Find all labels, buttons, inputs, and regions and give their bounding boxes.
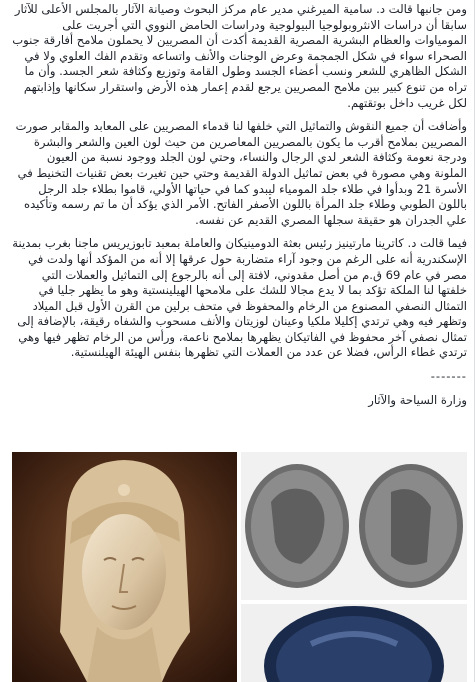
post-paragraph-3: فيما قالت د. كاترينا مارتينيز رئيس بعثة الدومينيكان والعاملة بمعبد تابوزيريس ماجنا بغرب بمدينة الإسكندرية أنه على الرغم من وجود آراء متضاربة حول عرقها إلا أنه من المؤكد أنها ولدت في مصر في عام 69 ق.م من أصل مقدوني، لافتة إلى أنه بالرجوع إلى التماثيل والعملات التي خلفتها لنا الملكة تؤكد بما لا يدع مجالا للشك على ملامحها الهيلينستية وهو ما يظهر جليا في التمثال النصفي المصنوع من الرخام والمحفوظ في متحف برلين من القرن الأول قبل الميلاد وتظهر فيه وهي ترتدي إكليلا ملكيا وعينان لوزيتان والأنف مسحوب والشفاه رقيقة، بالإضافة إلى تمثال نصفي آخر محفوظ في الفاتيكان يظهرها بملامح ناعمة، ورأس من الرخام تظهر فيها وهي ترتدي غطاء الرأس، فضلا عن عدد من العملات التي تظهرها بنفس الهيئة الهيلنستية.	[12, 236, 467, 360]
post-paragraph-2: وأضافت أن جميع النقوش والتماثيل التي خلفها لنا قدماء المصريين على المعابد والمقابر صورت المصريين بملامح أقرب ما يكون بالمصريين المعاصرين من حيث لون العين والشعر والبشرة ودرجة نعومة وكثافة الشعر لدي الرجال والنساء، وحتي لون الجلد ووجود نسبة من العيون الملونة وهي مصورة في بعض تماثيل الدولة القديمة وحتي حين تغيرت بعض تقنيات التخنيط في الأسرة 21 وبدأوا في طلاء جلد المومياء ليبدو كما في حياتها الأولي، قاموا بطلاء جلد الرجل باللون الطوبي وطلاء جلد المرأة باللون الأصفر الفاتح. الأمر الذي يؤكد أن ما تم رسمه وتأكيده علي الجدران هو حقيقة سجلها المصري القديم عن نفسه.	[15, 119, 467, 227]
separator: -------	[430, 369, 467, 384]
source-credit: وزارة السياحة والآثار	[368, 392, 467, 407]
photo-coin[interactable]	[241, 452, 467, 600]
bust-image	[12, 452, 237, 682]
post-paragraph-1: ومن جانبها قالت د. سامية الميرغني مدير عام مركز البحوث وصيانة الآثار بالمجلس الأعلى للآثار سابقا أن دراسات الانثروبولوجيا البيولوجية ودراسات الحامض النووي التي أجريت على المومياوات والعظام البشرية المصرية القديمة أكدت أن المصريين لا يحملون ملامح أفارقة جنوب الصحراء سواء في شكل الجمجمة وعرض الوجنات والأنف واتساعه وتقدم الفك العلوي ولا في الشكل الظاهري للشعر ونسب أعضاء الجسد وطول القامة وتوزيع وكثافة شعر الجسد. وأن ما تراه من تنوع كبير بين ملامح المصريين يرجع لقدم إعمار هذه الأرض واستقرار سكانها وإذابتهم لكل غريب داخل بوتقتهم.	[12, 2, 467, 110]
photo-bust[interactable]	[12, 452, 237, 682]
post-text	[12, 2, 467, 408]
photo-gem[interactable]	[241, 604, 467, 682]
gem-image	[241, 604, 467, 682]
photo-grid	[12, 452, 467, 682]
coin-image	[241, 452, 467, 600]
